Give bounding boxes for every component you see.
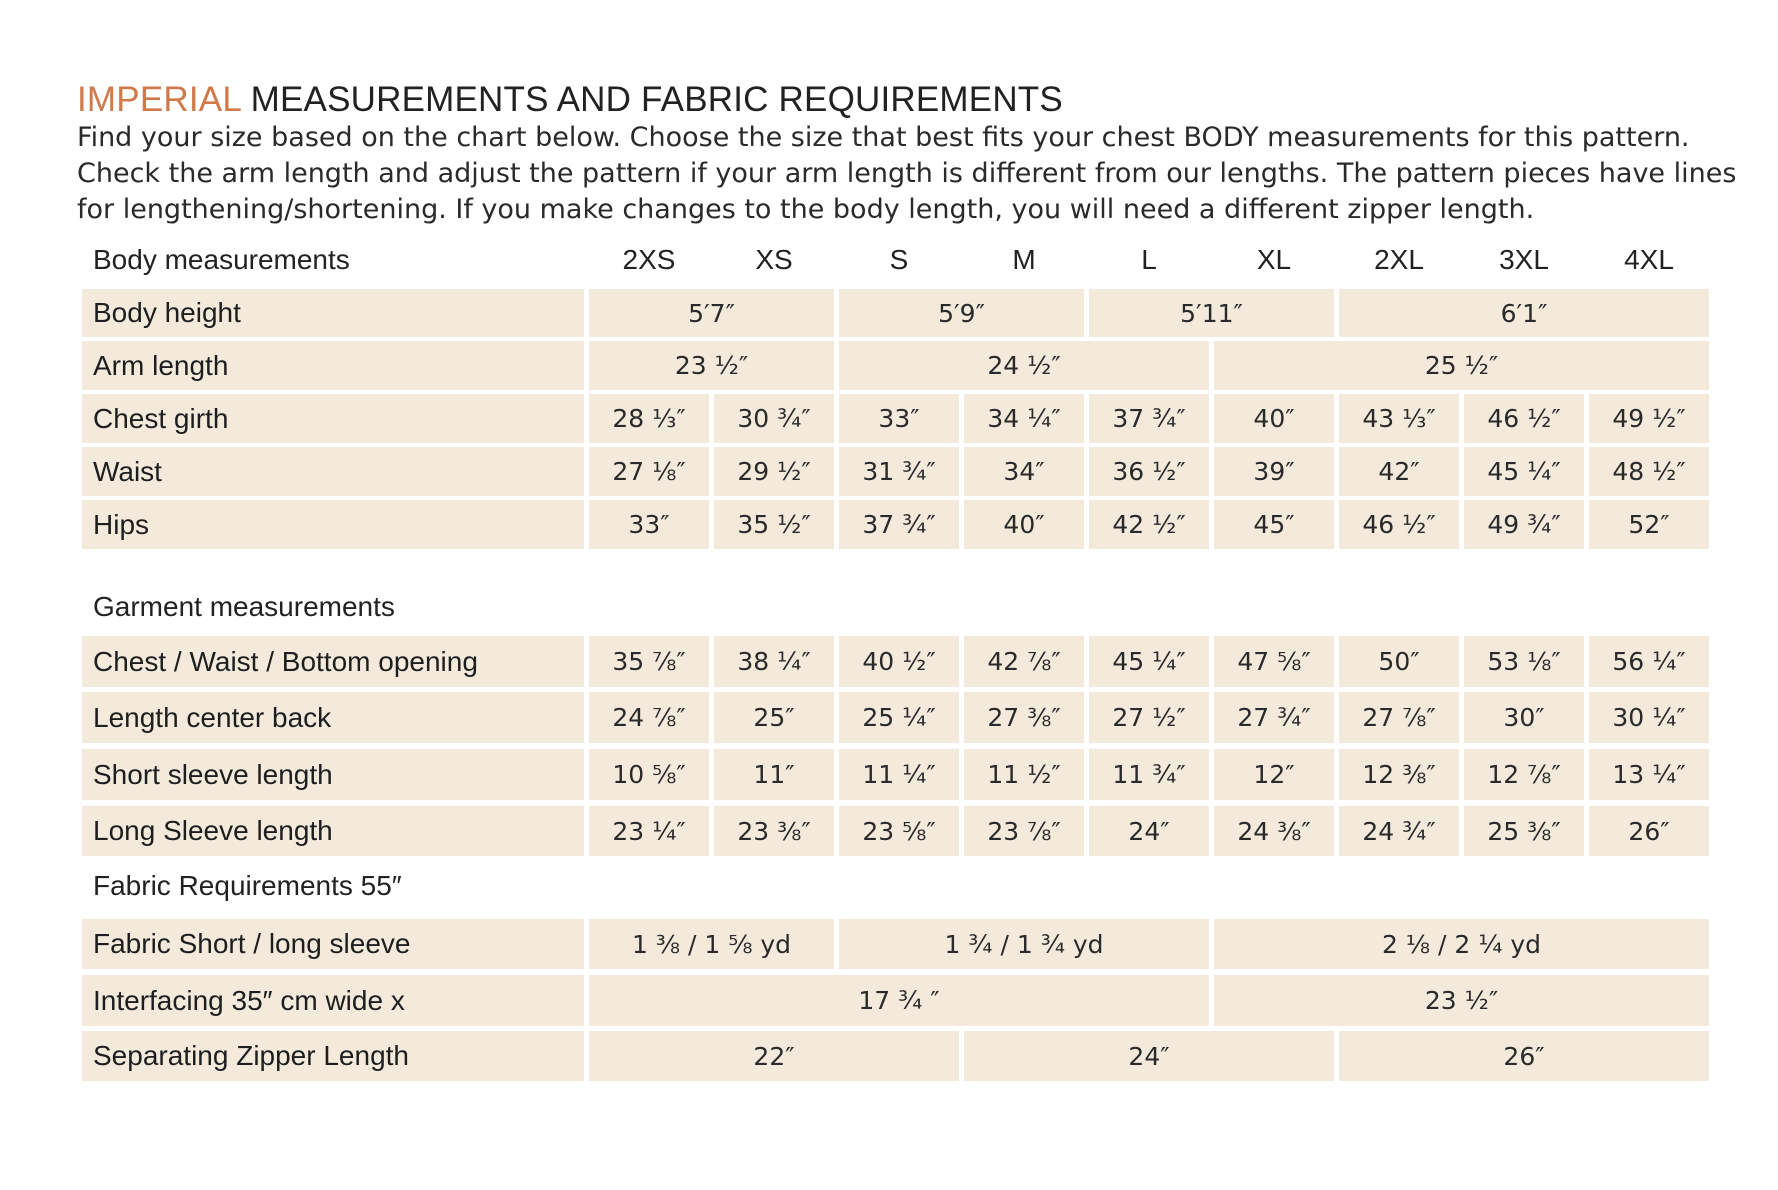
measurement-cell: 30 ¼″ (1589, 692, 1709, 743)
measurement-cell: 5′11″ (1089, 289, 1334, 337)
measurement-cell: 24″ (1089, 806, 1209, 856)
measurement-cell: 29 ½″ (714, 447, 834, 496)
measurement-cell: 45 ¼″ (1464, 447, 1584, 496)
measurement-cell: 23 ⅞″ (964, 806, 1084, 856)
row-label: Separating Zipper Length (82, 1031, 584, 1081)
section-title: Fabric Requirements 55″ (93, 870, 402, 901)
row-label: Fabric Short / long sleeve (82, 919, 584, 969)
title-accent: IMPERIAL (77, 80, 241, 119)
measurement-cell: 23 ½″ (1214, 975, 1709, 1026)
measurement-cell: 13 ¼″ (1589, 749, 1709, 800)
measurement-cell: 49 ¾″ (1464, 500, 1584, 549)
row-label: Waist (82, 447, 584, 496)
measurement-cell: 52″ (1589, 500, 1709, 549)
size-header: L (1141, 244, 1157, 275)
measurement-cell: 34″ (964, 447, 1084, 496)
size-header: XL (1256, 244, 1292, 275)
measurement-cell: 23 ½″ (589, 341, 834, 390)
intro-line: Check the arm length and adjust the pattern if your arm length is different from our lengths. The pattern pieces have lines (77, 158, 1737, 189)
measurement-cell: 12 ⅞″ (1464, 749, 1584, 800)
measurement-cell: 46 ½″ (1464, 394, 1584, 443)
measurement-cell: 2 ⅛ / 2 ¼ yd (1214, 919, 1709, 969)
measurement-cell: 35 ⅞″ (589, 636, 709, 687)
measurement-cell: 33″ (839, 394, 959, 443)
measurement-cell: 43 ⅓″ (1339, 394, 1459, 443)
measurement-cell: 33″ (589, 500, 709, 549)
page-title (77, 80, 1063, 120)
measurement-cell: 1 ⅜ / 1 ⅝ yd (589, 919, 834, 969)
measurement-cell: 12 ⅜″ (1339, 749, 1459, 800)
measurement-cell: 50″ (1339, 636, 1459, 687)
measurement-cell: 39″ (1214, 447, 1334, 496)
section-title: Garment measurements (93, 591, 395, 622)
measurement-cell: 40 ½″ (839, 636, 959, 687)
measurement-cell: 27 ⅛″ (589, 447, 709, 496)
measurement-cell: 45 ¼″ (1089, 636, 1209, 687)
measurement-cell: 24 ¾″ (1339, 806, 1459, 856)
measurement-cell: 12″ (1214, 749, 1334, 800)
measurement-cell: 35 ½″ (714, 500, 834, 549)
measurement-cell: 27 ⅞″ (1339, 692, 1459, 743)
measurement-cell: 49 ½″ (1589, 394, 1709, 443)
measurement-cell: 24 ⅜″ (1214, 806, 1334, 856)
measurement-cell: 40″ (964, 500, 1084, 549)
row-label: Long Sleeve length (82, 806, 584, 856)
size-header: 2XS (622, 244, 676, 275)
measurement-cell: 37 ¾″ (839, 500, 959, 549)
measurement-cell: 23 ⅝″ (839, 806, 959, 856)
measurement-cell: 48 ½″ (1589, 447, 1709, 496)
size-header: S (889, 244, 909, 275)
size-header: 2XL (1374, 244, 1424, 275)
measurement-cell: 28 ⅓″ (589, 394, 709, 443)
measurement-cell: 31 ¾″ (839, 447, 959, 496)
row-label: Chest girth (82, 394, 584, 443)
measurement-cell: 53 ⅛″ (1464, 636, 1584, 687)
intro-text (77, 120, 1737, 228)
measurement-cell: 5′7″ (589, 289, 834, 337)
measurement-cell: 30 ¾″ (714, 394, 834, 443)
measurement-cell: 23 ¼″ (589, 806, 709, 856)
size-header: 3XL (1499, 244, 1549, 275)
measurement-cell: 42″ (1339, 447, 1459, 496)
measurement-cell: 27 ⅜″ (964, 692, 1084, 743)
measurement-cell: 42 ⅞″ (964, 636, 1084, 687)
measurement-cell: 30″ (1464, 692, 1584, 743)
measurement-cell: 11 ¾″ (1089, 749, 1209, 800)
measurement-cell: 24 ⅞″ (589, 692, 709, 743)
measurement-cell: 25 ½″ (1214, 341, 1709, 390)
row-label: Interfacing 35″ cm wide x (82, 975, 584, 1026)
measurement-cell: 26″ (1339, 1031, 1709, 1081)
measurement-cell: 37 ¾″ (1089, 394, 1209, 443)
row-label: Hips (82, 500, 584, 549)
measurement-cell: 38 ¼″ (714, 636, 834, 687)
row-label: Body height (82, 289, 584, 337)
measurement-cell: 24″ (964, 1031, 1334, 1081)
measurement-cell: 40″ (1214, 394, 1334, 443)
measurement-cell: 10 ⅝″ (589, 749, 709, 800)
size-header: XS (755, 244, 793, 275)
measurement-cell: 25 ⅜″ (1464, 806, 1584, 856)
row-label: Arm length (82, 341, 584, 390)
measurement-cell: 6′1″ (1339, 289, 1709, 337)
measurement-cell: 23 ⅜″ (714, 806, 834, 856)
measurement-cell: 27 ¾″ (1214, 692, 1334, 743)
measurement-cell: 17 ¾ ″ (589, 975, 1209, 1026)
measurement-cell: 11″ (714, 749, 834, 800)
measurement-cell: 56 ¼″ (1589, 636, 1709, 687)
measurement-cell: 36 ½″ (1089, 447, 1209, 496)
measurement-cell: 45″ (1214, 500, 1334, 549)
measurement-cell: 25″ (714, 692, 834, 743)
measurement-cell: 42 ½″ (1089, 500, 1209, 549)
measurement-cell: 27 ½″ (1089, 692, 1209, 743)
measurement-cell: 11 ½″ (964, 749, 1084, 800)
row-label: Chest / Waist / Bottom opening (82, 636, 584, 687)
measurement-cell: 47 ⅝″ (1214, 636, 1334, 687)
intro-line: Find your size based on the chart below. Choose the size that best fits your chest BODY measurements for this pattern. (77, 122, 1690, 153)
header-label: Body measurements (93, 244, 350, 275)
measurement-cell: 34 ¼″ (964, 394, 1084, 443)
measurement-cell: 24 ½″ (839, 341, 1209, 390)
size-header: 4XL (1624, 244, 1674, 275)
measurement-cell: 46 ½″ (1339, 500, 1459, 549)
intro-line: for lengthening/shortening. If you make changes to the body length, you will need a different zipper length. (77, 194, 1535, 225)
row-label: Short sleeve length (82, 749, 584, 800)
size-header: M (1012, 244, 1036, 275)
measurement-cell: 22″ (589, 1031, 959, 1081)
row-label: Length center back (82, 692, 584, 743)
measurement-cell: 26″ (1589, 806, 1709, 856)
measurement-cell: 11 ¼″ (839, 749, 959, 800)
measurement-cell: 1 ¾ / 1 ¾ yd (839, 919, 1209, 969)
title-rest: MEASUREMENTS AND FABRIC REQUIREMENTS (250, 80, 1063, 119)
measurement-cell: 25 ¼″ (839, 692, 959, 743)
measurement-cell: 5′9″ (839, 289, 1084, 337)
